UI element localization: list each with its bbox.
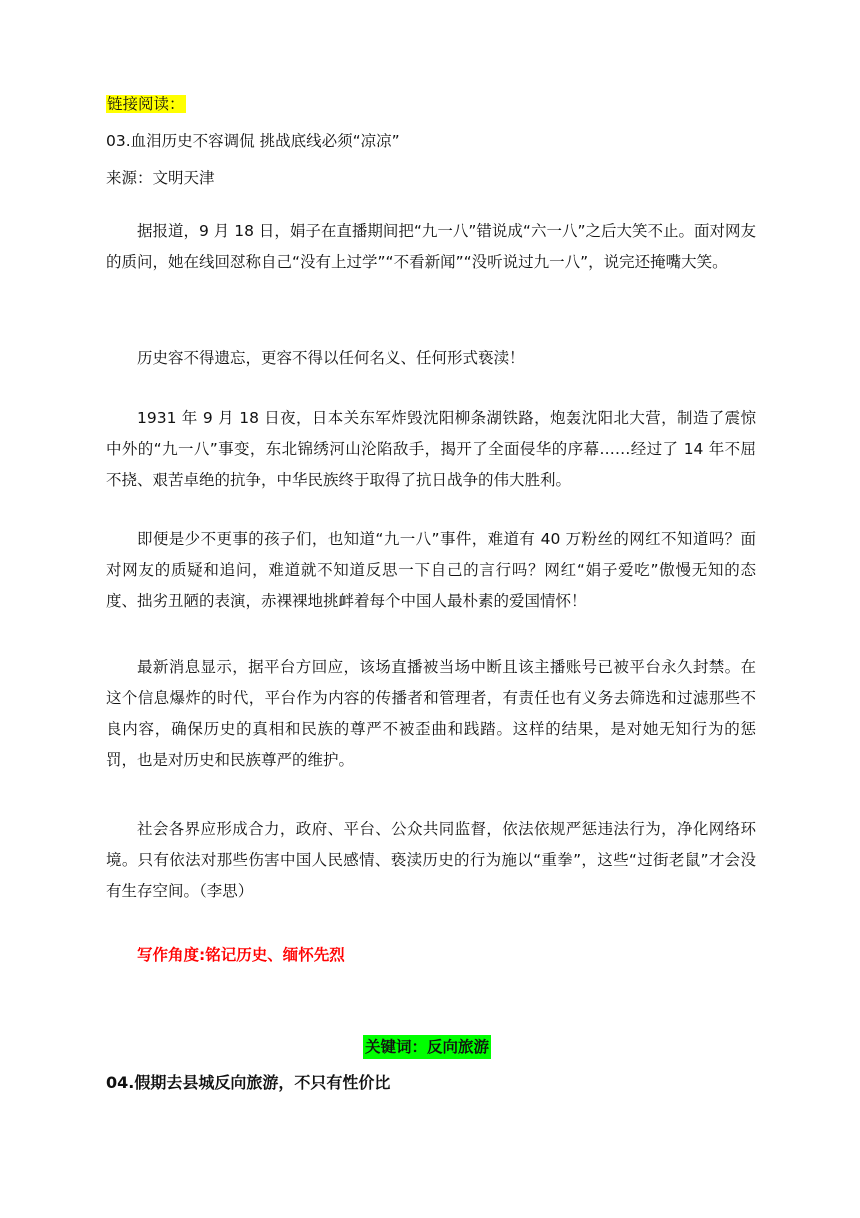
writing-angle: 写作角度:铭记历史、缅怀先烈 — [137, 946, 345, 964]
link-reading-label — [106, 94, 186, 114]
article-paragraph: 据报道，9 月 18 日，娟子在直播期间把“九一八”错说成“六一八”之后大笑不止。面对网友的质问，她在线回怼称自己“没有上过学”“不看新闻”“没听说过九一八”，说完还掩嘴大笑。 — [106, 222, 756, 271]
link-reading-highlight: 链接阅读： — [107, 95, 185, 113]
article-paragraph: 即便是少不更事的孩子们，也知道“九一八”事件，难道有 40 万粉丝的网红不知道吗？面对网友的质疑和追问，难道就不知道反思一下自己的言行吗？网红“娟子爱吃”傲慢无知的态度、拙劣丑陋的表演，赤裸裸地挑衅着每个中国人最朴素的爱国情怀！ — [106, 530, 756, 610]
section-04-title: 04.假期去县城反向旅游，不只有性价比 — [106, 1073, 391, 1092]
article-paragraph: 1931 年 9 月 18 日夜，日本关东军炸毁沈阳柳条湖铁路，炮轰沈阳北大营，制造了震惊中外的“九一八”事变，东北锦绣河山沦陷敌手，揭开了全面侵华的序幕……经过了 14 年不屈不挠、艰苦卓绝的抗争，中华民族终于取得了抗日战争的伟大胜利。 — [106, 409, 756, 489]
article-title: 03.血泪历史不容调侃 挑战底线必须“凉凉” — [106, 132, 400, 150]
article-paragraph: 社会各界应形成合力，政府、平台、公众共同监督，依法依规严惩违法行为，净化网络环境。只有依法对那些伤害中国人民感情、亵渎历史的行为施以“重拳”，这些“过街老鼠”才会没有生存空间。（李思） — [106, 820, 756, 900]
keyword-badge: 关键词：反向旅游 — [363, 1035, 491, 1059]
article-source: 来源：文明天津 — [106, 169, 215, 187]
article-paragraph: 历史容不得遗忘，更容不得以任何名义、任何形式亵渎！ — [137, 349, 525, 367]
article-paragraph: 最新消息显示，据平台方回应，该场直播被当场中断且该主播账号已被平台永久封禁。在这个信息爆炸的时代，平台作为内容的传播者和管理者，有责任也有义务去筛选和过滤那些不良内容，确保历史的真相和民族的尊严不被歪曲和践踏。这样的结果，是对她无知行为的惩罚，也是对历史和民族尊严的维护。 — [106, 658, 756, 769]
